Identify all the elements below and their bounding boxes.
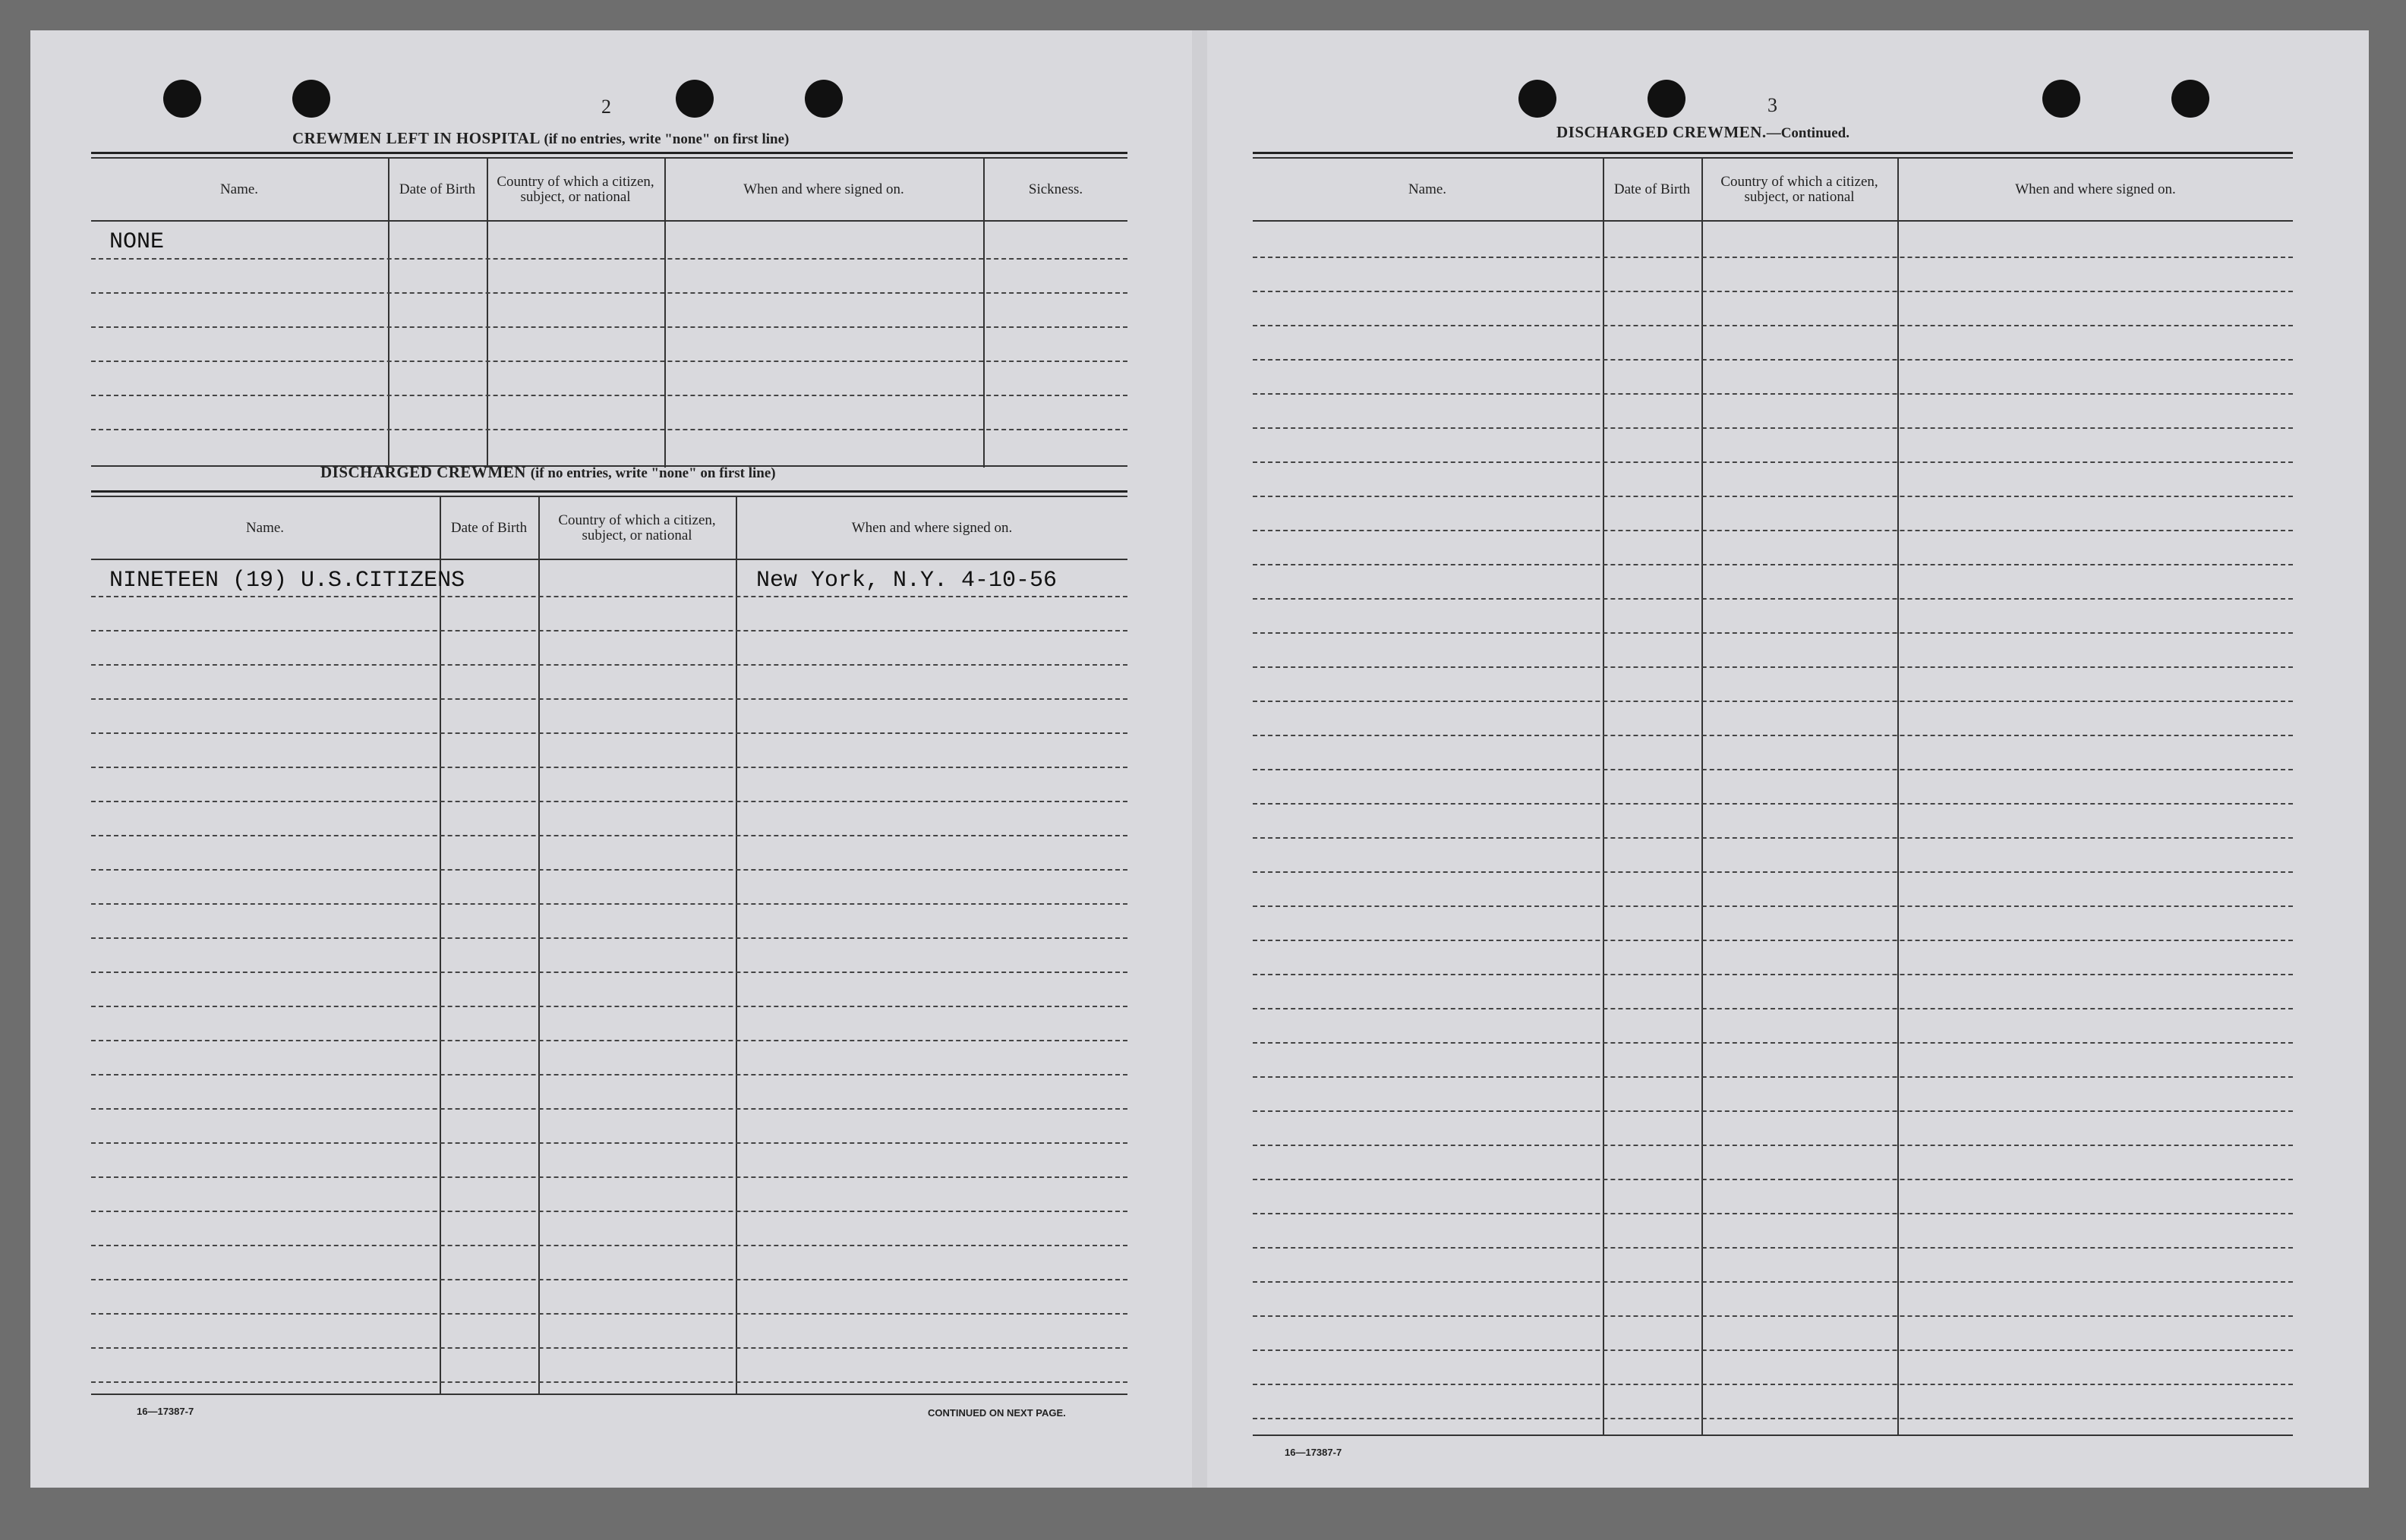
rule	[1253, 1434, 2293, 1436]
column-divider	[983, 158, 985, 468]
entry-line	[1253, 1076, 2293, 1078]
punch-hole	[2171, 80, 2209, 118]
entry-line	[91, 1211, 1127, 1212]
entry-line	[91, 395, 1127, 396]
entry-line	[1253, 359, 2293, 361]
entry-line	[91, 664, 1127, 666]
entry-line	[1253, 1110, 2293, 1112]
entry-line	[91, 1006, 1127, 1007]
col-header-name: Name.	[1408, 181, 1447, 197]
hospital-heading: CREWMEN LEFT IN HOSPITAL (if no entries, write "none" on first line)	[292, 129, 790, 147]
entry-line	[91, 1279, 1127, 1280]
entry-line	[91, 1142, 1127, 1144]
punch-hole	[2042, 80, 2080, 118]
entry-line	[1253, 666, 2293, 668]
entry-line	[1253, 496, 2293, 497]
entry-line	[91, 326, 1127, 328]
entry-line	[1253, 1179, 2293, 1180]
entry-line	[91, 972, 1127, 973]
column-divider	[1897, 158, 1899, 1436]
entry-line	[1253, 598, 2293, 600]
rule	[91, 152, 1127, 154]
rule	[91, 157, 1127, 159]
entry-line	[1253, 803, 2293, 805]
col-header-signed-on: When and where signed on.	[2015, 181, 2176, 197]
entry-line	[1253, 461, 2293, 463]
entry-line	[91, 1381, 1127, 1383]
form-number: 16—17387-7	[137, 1406, 194, 1417]
punch-hole	[676, 80, 714, 118]
col-header-country: Country of which a citizen, subject, or national	[497, 173, 654, 205]
entry-line	[1253, 291, 2293, 292]
entry-line	[1253, 871, 2293, 873]
entry-line	[91, 258, 1127, 260]
entry-line	[1253, 564, 2293, 565]
entry-line	[91, 292, 1127, 294]
entry-line	[1253, 735, 2293, 736]
rule	[91, 496, 1127, 497]
col-header-signed-on: When and where signed on.	[743, 181, 904, 197]
entry-line	[1253, 769, 2293, 770]
entry-line	[1253, 974, 2293, 975]
rule	[1253, 157, 2293, 159]
entry-line	[91, 429, 1127, 430]
entry-line	[1253, 1213, 2293, 1214]
page-number: 2	[601, 96, 611, 118]
column-divider	[664, 158, 666, 468]
col-header-signed-on: When and where signed on.	[851, 519, 1013, 536]
entry-line	[91, 630, 1127, 631]
entry-line	[91, 596, 1127, 597]
col-header-name: Name.	[245, 519, 285, 536]
entry-line	[91, 1313, 1127, 1315]
continued-note: CONTINUED ON NEXT PAGE.	[928, 1407, 1066, 1419]
entry-line	[91, 869, 1127, 871]
rule	[91, 220, 1127, 222]
col-header-dob: Date of Birth	[450, 519, 528, 536]
page-fold	[1192, 30, 1207, 1488]
entry-line	[91, 903, 1127, 905]
entry-line	[91, 1074, 1127, 1075]
entry-line	[91, 937, 1127, 939]
entry-line	[1253, 1145, 2293, 1146]
entry-line	[1253, 1042, 2293, 1044]
col-header-country: Country of which a citizen, subject, or national	[1720, 173, 1878, 205]
entry-line	[91, 361, 1127, 362]
punch-hole	[292, 80, 330, 118]
entry-line	[91, 835, 1127, 836]
rule	[1253, 152, 2293, 154]
entry-line	[1253, 940, 2293, 941]
punch-hole	[805, 80, 843, 118]
document-sheet	[30, 30, 2369, 1488]
punch-hole	[163, 80, 201, 118]
entry-line	[1253, 905, 2293, 907]
col-header-dob: Date of Birth	[1613, 181, 1691, 197]
entry-line	[91, 698, 1127, 700]
rule	[91, 559, 1127, 560]
column-divider	[1603, 158, 1604, 1436]
hospital-entry: NONE	[109, 229, 165, 255]
entry-line	[91, 767, 1127, 768]
entry-line	[91, 801, 1127, 802]
entry-line	[91, 1040, 1127, 1041]
entry-line	[91, 732, 1127, 734]
col-header-name: Name.	[219, 181, 259, 197]
entry-line	[91, 1176, 1127, 1178]
left-page	[30, 30, 1192, 1488]
discharged-continued-heading: DISCHARGED CREWMEN.—Continued.	[1556, 123, 1849, 141]
entry-line	[1253, 1418, 2293, 1419]
column-divider	[487, 158, 488, 468]
punch-hole	[1648, 80, 1685, 118]
column-divider	[1701, 158, 1703, 1436]
right-page	[1207, 30, 2369, 1488]
discharged-entry-name: NINETEEN (19) U.S.CITIZENS	[109, 568, 465, 594]
entry-line	[1253, 1349, 2293, 1351]
col-header-country: Country of which a citizen, subject, or national	[558, 512, 716, 543]
rule	[91, 1394, 1127, 1395]
entry-line	[1253, 701, 2293, 702]
entry-line	[1253, 1281, 2293, 1283]
entry-line	[91, 1347, 1127, 1349]
discharged-entry-signed-on: New York, N.Y. 4-10-56	[756, 568, 1058, 594]
entry-line	[91, 1108, 1127, 1110]
entry-line	[1253, 325, 2293, 326]
entry-line	[1253, 837, 2293, 839]
form-number: 16—17387-7	[1285, 1447, 1342, 1458]
entry-line	[1253, 1384, 2293, 1385]
entry-line	[1253, 632, 2293, 634]
punch-hole	[1518, 80, 1556, 118]
entry-line	[1253, 1247, 2293, 1249]
rule	[1253, 220, 2293, 222]
discharged-heading: DISCHARGED CREWMEN (if no entries, write "none" on first line)	[320, 463, 776, 481]
page-number: 3	[1767, 94, 1777, 116]
entry-line	[1253, 393, 2293, 395]
entry-line	[91, 1245, 1127, 1246]
entry-line	[1253, 1315, 2293, 1317]
entry-line	[1253, 530, 2293, 531]
col-header-sickness: Sickness.	[1028, 181, 1083, 197]
col-header-dob: Date of Birth	[399, 181, 476, 197]
entry-line	[1253, 427, 2293, 429]
column-divider	[388, 158, 389, 468]
rule	[91, 490, 1127, 493]
entry-line	[1253, 257, 2293, 258]
entry-line	[1253, 1008, 2293, 1009]
